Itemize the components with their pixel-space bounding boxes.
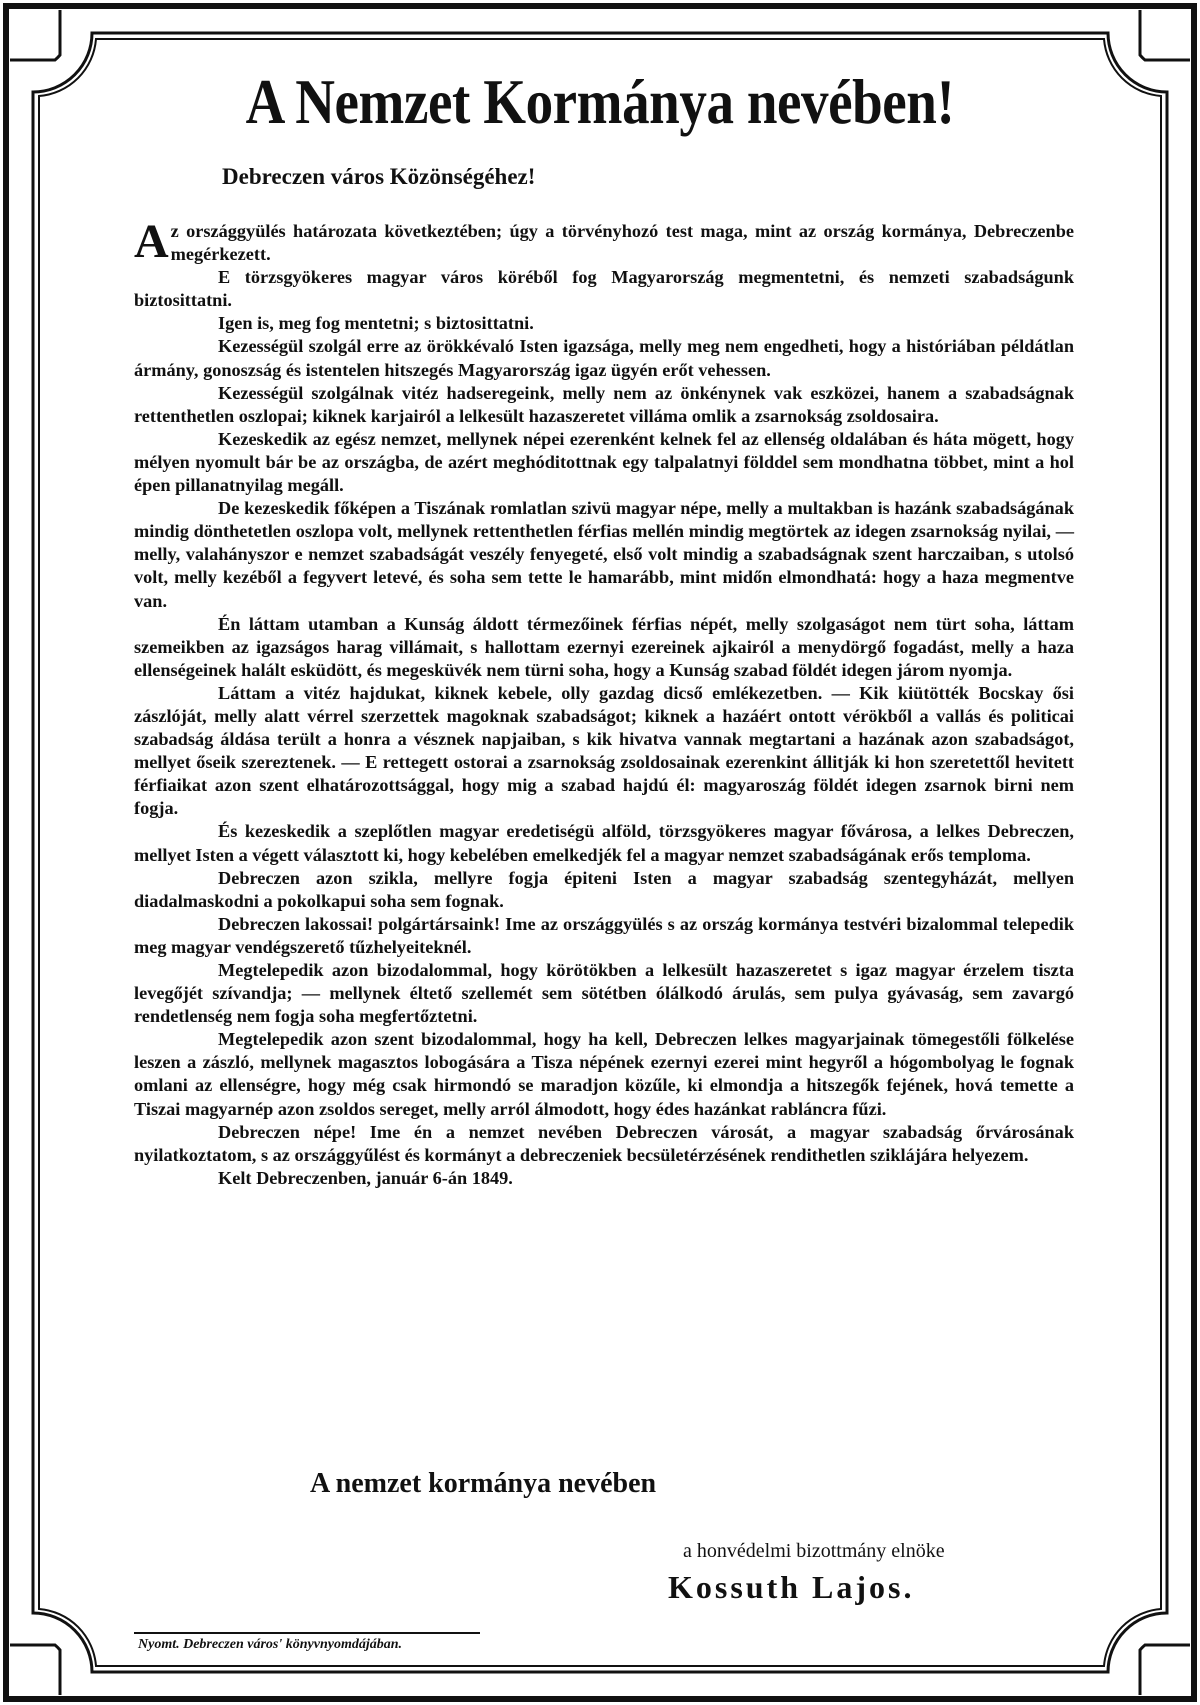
paragraph-5: Kezességül szolgálnak vitéz hadseregeink, melly nem az önkénynek vak eszközei, hanem a szabadságnak rettenthetlen oszlopai; kiknek karjairól a lelkesült hazaszeretet villáma omlik a zsarnokság zsoldosaira.	[134, 382, 1074, 426]
paragraph-12: Debreczen lakossai! polgártársaink! Ime az országgyülés s az ország kormánya testvéri bizalommal telepedik meg magyar vendégszerető tűzhelyeiteknél.	[134, 913, 1074, 957]
salutation: Debreczen város Közönségéhez!	[222, 164, 536, 189]
proclamation-body	[134, 215, 1074, 1190]
closing-line: A nemzet kormánya nevében	[310, 1468, 657, 1499]
paragraph-6: Kezeskedik az egész nemzet, mellynek népei ezerenként kelnek fel az ellenség oldalában és háta mögett, hogy mélyen nyomult bár be az országba, de azért meghóditottnak egy talpalatnyi földdel sem mondhatna többet, mint a hol épen pillanatnyilag megáll.	[134, 428, 1074, 496]
signature-name: Kossuth Lajos.	[668, 1569, 915, 1605]
signature-title: a honvédelmi bizottmány elnöke	[683, 1540, 945, 1562]
paragraph-8: Én láttam utamban a Kunság áldott térmezőinek férfias népét, melly szolgaságot nem türt soha, láttam szemeikben az igazságos harag villámait, s hallottam ezernyi ezereinek ajkairól a menydörgő fogadást, melly a haza ellenségeinek halált esküdött, és megesküvék nem türni soha, hogy a Kunság szabad földét idegen járom nyomja.	[134, 613, 1074, 680]
paragraph-text: z országgyülés határozata következtében; úgy a törvényhozó test maga, mint az ország kormánya, Debreczenbe megérkezett.	[170, 221, 1074, 265]
paragraph-7: De kezeskedik főképen a Tiszának romlatlan szivü magyar népe, melly a multakban is hazánk szabadságának mindig dönthetetlen oszlopa volt, mellynek rettenthetlen férfias mellén mindig megtörtek az idegen zsarnokság nyilai, — melly, valahányszor e nemzet szabadságát veszély fenyegeté, első volt mindig a szabadságnak szent harczaiban, s utolsó volt, melly kezéből a fegyvert letevé, és soha sem tette le hamarább, mint midőn elmondhatá: hogy a haza megmentve van.	[134, 498, 1074, 611]
paragraph-13: Megtelepedik azon bizodalommal, hogy körötökben a lelkesült hazaszeretet s igaz magyar érzelem tiszta levegőjét szívandja; — mellynek éltető szellemét sem sötétben ólálkodó árulás, sem pulya gyávaság, sem zavargó rendetlenség nem fogja soha megfertőztetni.	[134, 960, 1074, 1027]
paragraph-10: És kezeskedik a szeplőtlen magyar eredetiségü alföld, törzsgyökeres magyar fővárosa, a lelkes Debreczen, mellyet Isten a végett választott ki, hogy kebelében emelkedjék fel a magyar nemzet szabadságának erős temploma.	[134, 821, 1074, 865]
paragraph-4: Kezességül szolgál erre az örökkévaló Isten igazsága, melly meg nem engedheti, hogy a históriában példátlan ármány, gonoszság és istentelen hitszegés Magyarország igaz ügyén erőt vehessen.	[134, 336, 1074, 380]
paragraph-3: Igen is, meg fog mentetni; s biztosittatni.	[218, 313, 534, 334]
paragraph-9: Láttam a vitéz hajdukat, kiknek kebele, olly gazdag dicső emlékezetben. — Kik kiütötték Bocskay ősi zászlóját, melly alatt vérrel szerzettek magoknak szabadságot; kiknek a hazáért ontott vérökből a vallás és politicai szabadság áldása terült a honra a vésznek napjaiban, s kik hivatva vannak megtartani a hazának azon szabadságot, mellyet őseik szereztenek. — E rettegett ostorai a zsarnokság zsoldosainak ezerenkint állitják ki hon szeretettől hevitett férfiaikat azon szent elhatározottsággal, hogy mig a szabad hajdú él: magyaroszág földét idegen zsarnok birni nem fogja.	[134, 682, 1074, 819]
date-line: Kelt Debreczenben, január 6-án 1849.	[218, 1167, 513, 1188]
paragraph-2: E törzsgyökeres magyar város köréből fog Magyarország megmentetni, és nemzeti szabadságunk biztosittatni.	[134, 267, 1074, 311]
drop-cap: A	[134, 215, 169, 268]
paragraph-15: Debreczen népe! Ime én a nemzet nevében Debreczen városát, a magyar szabadság őrvárosának nyilatkoztatom, s az országgyűlést és kormányt a debreczeniek becsületérzésének rendithetlen sziklájára helyezem.	[134, 1121, 1074, 1165]
paragraph-1	[134, 215, 1074, 268]
paragraph-11: Debreczen azon szikla, mellyre fogja épiteni Isten a magyar szabadság szentegyházát, mellyen diadalmaskodni a pokolkapui soha sem fognak.	[134, 867, 1074, 911]
printer-divider	[134, 1632, 480, 1634]
printer-imprint: Nyomt. Debreczen város' könyvnyomdájában.	[138, 1637, 403, 1652]
paragraph-14: Megtelepedik azon szent bizodalommal, hogy ha kell, Debreczen lelkes magyarjainak tömegestőli fölkelése leszen a zászló, mellynek magasztos lobogására a Tisza népének ezernyi ezerei mint hegyről a hógombolyag le fognak omlani az ellenségre, hogy még csak hirmondó se maradjon közűle, ki elmondja a hitszegők fejének, hová temette a Tiszai magyarnép azon zsoldos sereget, melly arról álmodott, hogy édes hazánkat rabláncra fűzi.	[134, 1029, 1074, 1119]
page-title: A Nemzet Kormánya nevében!	[245, 66, 955, 137]
